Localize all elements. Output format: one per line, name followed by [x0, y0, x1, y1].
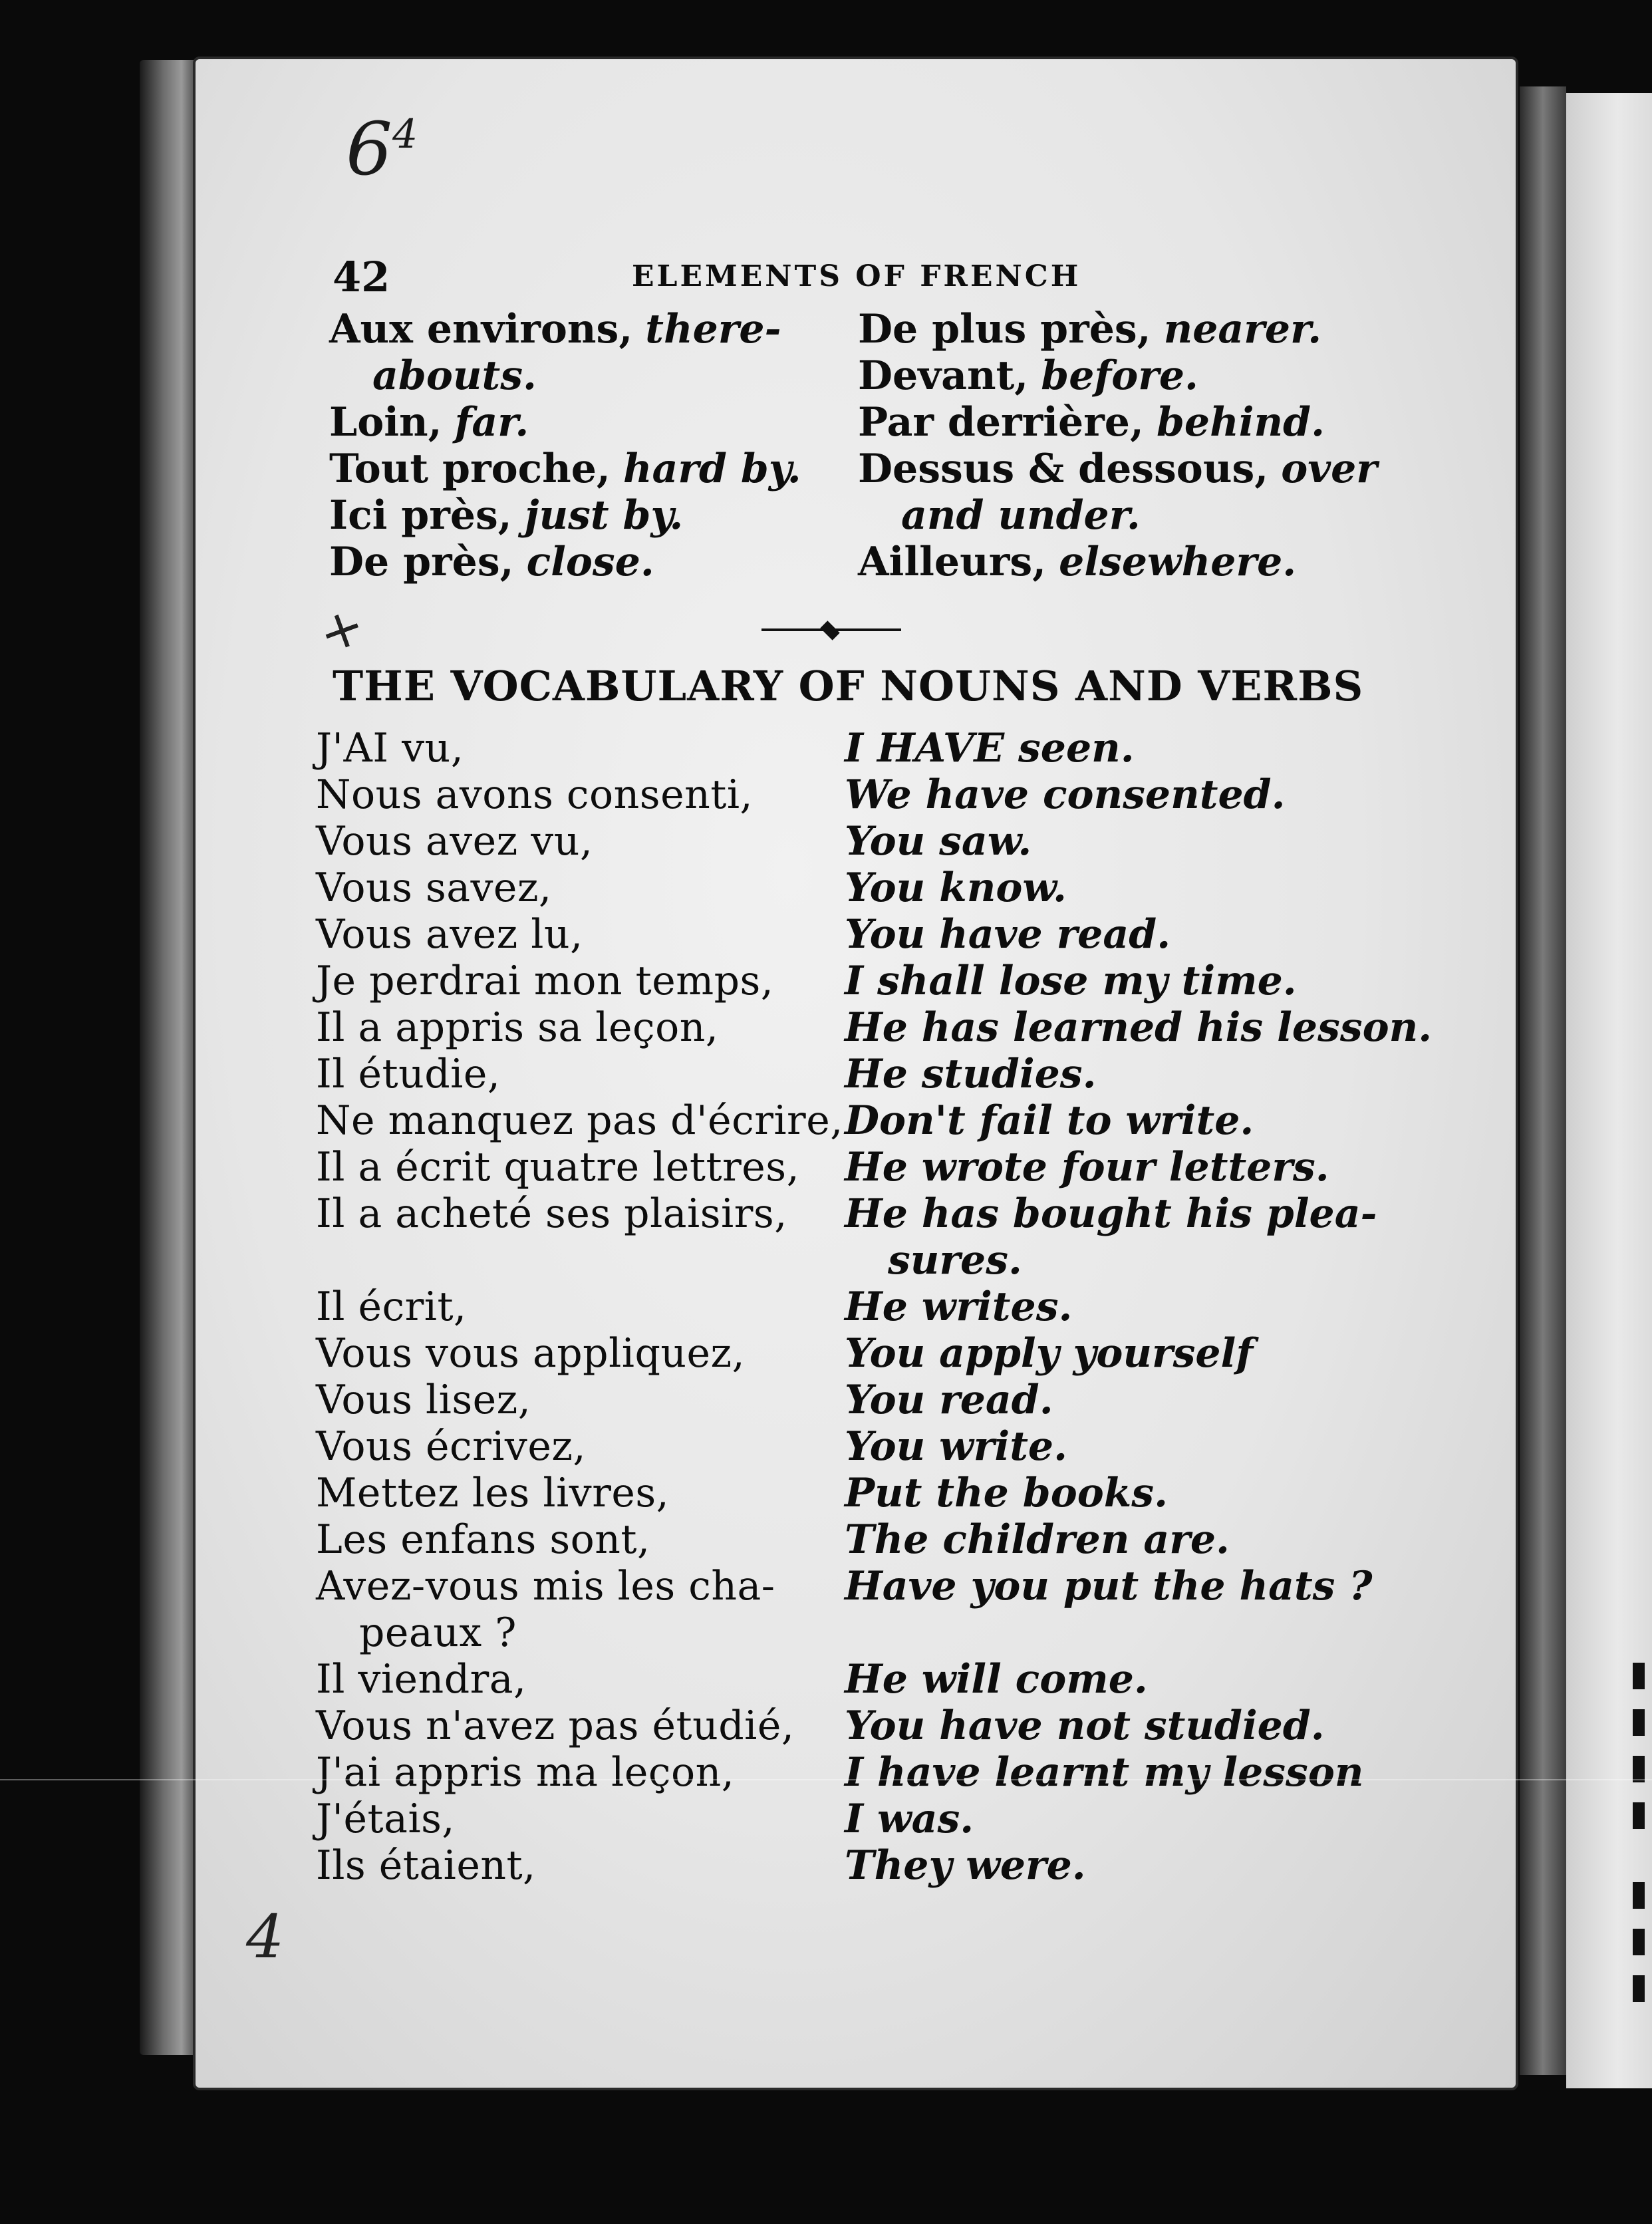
french-phrase: Il écrit,: [316, 1284, 467, 1330]
french-phrase: Vous avez vu,: [316, 818, 593, 865]
vocabulary-english-line: [845, 1563, 1373, 1609]
vocabulary-french-line: [316, 1330, 821, 1377]
french-phrase: peaux ?: [359, 1609, 517, 1656]
vocabulary-french-line: [316, 1796, 821, 1842]
french-term: Loin,: [329, 399, 442, 446]
english-phrase: He wrote four letters.: [845, 1144, 1329, 1190]
vocabulary-english-line: [845, 1703, 1350, 1749]
handwritten-mark: +: [310, 593, 373, 666]
vocabulary-english-line: [845, 725, 1350, 771]
english-translation: far.: [454, 399, 529, 446]
french-term: Devant,: [858, 352, 1029, 399]
french-phrase: Il a écrit quatre lettres,: [316, 1144, 800, 1190]
french-phrase: Vous lisez,: [316, 1377, 531, 1423]
vocabulary-english-line: [845, 1190, 1377, 1237]
vocabulary-english-line: [845, 1004, 1433, 1051]
english-translation: abouts.: [372, 352, 537, 399]
french-term: De près,: [329, 539, 514, 585]
english-phrase: Have you put the hats ?: [845, 1563, 1373, 1609]
english-phrase: I was.: [845, 1796, 974, 1842]
vocabulary-english-line: [845, 1144, 1350, 1190]
vocabulary-english-line: [845, 1423, 1350, 1470]
french-term: Dessus & dessous,: [858, 446, 1269, 492]
handwritten-margin-number: 4: [246, 1902, 285, 1972]
facing-page-glyph: [1633, 1756, 1645, 1782]
vocabulary-english-line: [845, 1796, 1350, 1842]
english-translation: just by.: [524, 492, 684, 539]
book-gutter: [1520, 86, 1566, 2075]
vocabulary-english-line: [845, 818, 1350, 865]
vocabulary-english-line: [845, 1609, 1350, 1656]
english-phrase: He has bought his plea-: [845, 1190, 1377, 1237]
english-phrase: I shall lose my time.: [845, 958, 1297, 1004]
vocabulary-french-line: [316, 1842, 821, 1889]
vocabulary-english-line: [845, 771, 1350, 818]
english-translation: before.: [1041, 352, 1198, 399]
vocabulary-english-line: [845, 1377, 1350, 1423]
vocabulary-french-line: [316, 1051, 821, 1097]
english-translation: elsewhere.: [1059, 539, 1297, 585]
vocabulary-french-line: [316, 1656, 821, 1703]
english-translation: over: [1281, 446, 1377, 492]
vocabulary-french-line: [316, 1516, 821, 1563]
french-term: Par derrière,: [858, 399, 1144, 446]
facing-page-glyph: [1633, 1663, 1645, 1689]
english-phrase: He has learned his lesson.: [845, 1004, 1433, 1051]
text-line: [858, 352, 1337, 399]
text-line: [329, 446, 808, 492]
english-phrase: You have not studied.: [845, 1703, 1325, 1749]
vocabulary-french-line: [316, 1377, 821, 1423]
vocabulary-english-line: [845, 1656, 1350, 1703]
vocabulary-english-line: [845, 1051, 1350, 1097]
english-phrase: You saw.: [845, 818, 1032, 865]
vocabulary-english-line: [845, 1470, 1350, 1516]
english-translation: nearer.: [1163, 306, 1322, 352]
vocabulary-french-line: [316, 865, 821, 911]
facing-page-glyph: [1633, 1975, 1645, 2002]
english-phrase: I have learnt my lesson: [845, 1749, 1364, 1796]
vocabulary-french-line: [316, 958, 821, 1004]
vocabulary-french-line: [316, 1563, 821, 1609]
text-line: [858, 306, 1337, 352]
french-phrase: Vous avez lu,: [316, 911, 583, 958]
english-phrase: Put the books.: [845, 1470, 1168, 1516]
vocabulary-english-line: [845, 1842, 1350, 1889]
vocabulary-english-line: [845, 1330, 1350, 1377]
french-phrase: Ne manquez pas d'écrire,: [316, 1097, 843, 1144]
vocabulary-english-line: [845, 1284, 1350, 1330]
handwritten-page-mark: $6^4$: [346, 106, 418, 192]
english-translation: close.: [526, 539, 654, 585]
french-phrase: Il a acheté ses plaisirs,: [316, 1190, 787, 1237]
french-phrase: Il viendra,: [316, 1656, 527, 1703]
text-line: [329, 306, 808, 352]
french-term: Ici près,: [329, 492, 512, 539]
vocabulary-french-line: [316, 1423, 821, 1470]
french-term: Tout proche,: [329, 446, 611, 492]
vocabulary-english-line: [845, 1097, 1350, 1144]
header-title: ELEMENTS OF FRENCH: [632, 259, 1081, 293]
french-phrase: Vous vous appliquez,: [316, 1330, 746, 1377]
vocabulary-french-line: [316, 1703, 821, 1749]
vocabulary-english-line: [845, 865, 1350, 911]
adverbs-left-column: [329, 306, 808, 585]
french-phrase: Je perdrai mon temps,: [316, 958, 774, 1004]
vocabulary-french-line: [316, 911, 821, 958]
vocabulary-english-line: [845, 911, 1350, 958]
vocabulary-french-column: [316, 725, 843, 1889]
vocabulary-french-line: [316, 1144, 821, 1190]
english-phrase: You have read.: [845, 911, 1171, 958]
vocabulary-english-column: [845, 725, 1433, 1889]
vocabulary-english-line: [845, 958, 1350, 1004]
english-translation: behind.: [1156, 399, 1325, 446]
vocabulary-french-line: [316, 1004, 821, 1051]
vocabulary-french-line: [316, 818, 821, 865]
running-header: [333, 253, 1337, 299]
vocabulary-french-line: [316, 1190, 821, 1237]
text-line: [858, 399, 1337, 446]
french-phrase: Vous n'avez pas étudié,: [316, 1703, 795, 1749]
facing-page-glyph: [1633, 1929, 1645, 1955]
english-phrase: He writes.: [845, 1284, 1073, 1330]
vocabulary-french-line: [316, 1237, 821, 1284]
french-phrase: Il étudie,: [316, 1051, 501, 1097]
french-phrase: Il a appris sa leçon,: [316, 1004, 719, 1051]
scan-scratch-line: [0, 1779, 1652, 1780]
english-translation: and under.: [901, 492, 1141, 539]
french-phrase: Mettez les livres,: [316, 1470, 670, 1516]
english-phrase: Don't fail to write.: [845, 1097, 1254, 1144]
text-line: [329, 399, 808, 446]
french-term: Aux environs,: [329, 306, 633, 352]
english-translation: there-: [645, 306, 781, 352]
english-phrase: You know.: [845, 865, 1067, 911]
text-line: [329, 352, 808, 399]
english-phrase: I HAVE seen.: [845, 725, 1135, 771]
adverbs-right-column: [858, 306, 1377, 585]
vocabulary-english-line: [845, 1516, 1350, 1563]
text-line: [329, 539, 808, 585]
english-phrase: He will come.: [845, 1656, 1148, 1703]
vocabulary-french-line: [316, 1749, 821, 1796]
text-line: [329, 492, 808, 539]
french-phrase: Vous écrivez,: [316, 1423, 587, 1470]
text-line: [858, 492, 1337, 539]
french-phrase: Ils étaient,: [316, 1842, 536, 1889]
book-spine: [140, 60, 200, 2055]
vocabulary-french-line: [316, 1284, 821, 1330]
french-phrase: J'ai appris ma leçon,: [316, 1749, 735, 1796]
english-phrase: The children are.: [845, 1516, 1230, 1563]
text-line: [858, 446, 1377, 492]
english-phrase: sures.: [888, 1237, 1022, 1284]
french-term: De plus près,: [858, 306, 1151, 352]
english-phrase: He studies.: [845, 1051, 1097, 1097]
page-number: 42: [333, 253, 390, 301]
english-phrase: You read.: [845, 1377, 1053, 1423]
vocabulary-french-line: [316, 1609, 821, 1656]
vocabulary-french-line: [316, 1470, 821, 1516]
section-heading: THE VOCABULARY OF NOUNS AND VERBS: [333, 662, 1364, 710]
english-phrase: We have consented.: [845, 771, 1286, 818]
vocabulary-english-line: [845, 1749, 1364, 1796]
section-divider: [761, 622, 901, 638]
vocabulary-french-line: [316, 771, 821, 818]
english-phrase: They were.: [845, 1842, 1086, 1889]
text-line: [858, 539, 1337, 585]
french-phrase: Avez-vous mis les cha-: [316, 1563, 775, 1609]
french-phrase: Nous avons consenti,: [316, 771, 754, 818]
facing-page-glyph: [1633, 1709, 1645, 1736]
french-phrase: Vous savez,: [316, 865, 552, 911]
french-phrase: Les enfans sont,: [316, 1516, 650, 1563]
vocabulary-english-line: [845, 1237, 1350, 1284]
vocabulary-french-line: [316, 725, 821, 771]
english-phrase: You apply yourself: [845, 1330, 1254, 1377]
facing-page-glyph: [1633, 1882, 1645, 1909]
french-phrase: J'étais,: [316, 1796, 455, 1842]
french-phrase: J'AI vu,: [316, 725, 464, 771]
facing-page-glyph: [1633, 1802, 1645, 1829]
english-translation: hard by.: [622, 446, 801, 492]
facing-page-edge: [1566, 93, 1652, 2088]
french-term: Ailleurs,: [858, 539, 1047, 585]
english-phrase: You write.: [845, 1423, 1067, 1470]
vocabulary-french-line: [316, 1097, 843, 1144]
